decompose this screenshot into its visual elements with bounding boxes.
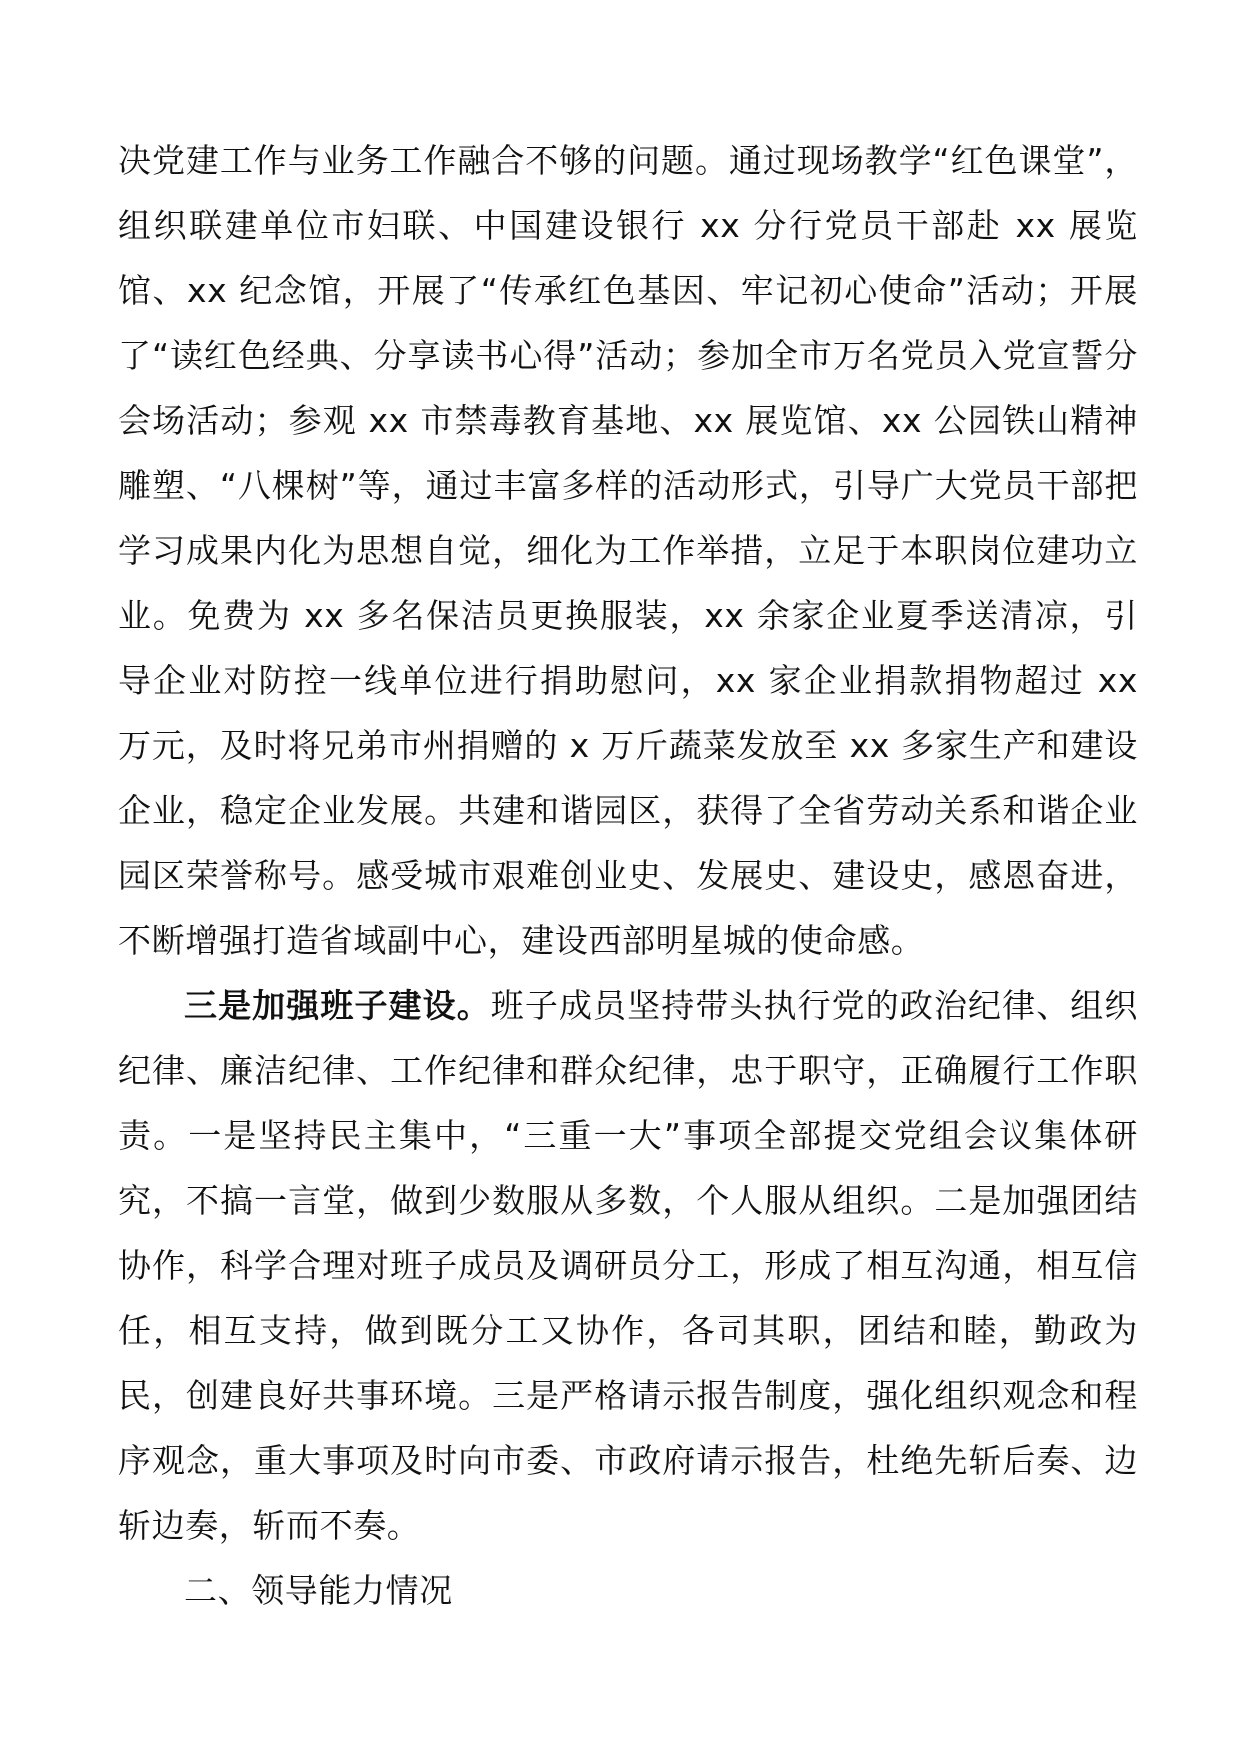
document-body — [118, 128, 1138, 1623]
paragraph-party-activities: 决党建工作与业务工作融合不够的问题。通过现场教学“红色课堂”，组织联建单位市妇联、中国建设银行 xx 分行党员干部赴 xx 展览馆、xx 纪念馆，开展了“传承红色基因、牢记初心使命”活动；开展了“读红色经典、分享读书心得”活动；参加全市万名党员入党宣誓分会场活动；参观 xx 市禁毒教育基地、xx 展览馆、xx 公园铁山精神雕塑、“八棵树”等，通过丰富多样的活动形式，引导广大党员干部把学习成果内化为思想自觉，细化为工作举措，立足于本职岗位建功立业。免费为 xx 多名保洁员更换服装，xx 余家企业夏季送清凉，引导企业对防控一线单位进行捐助慰问，xx 家企业捐款捐物超过 xx 万元，及时将兄弟市州捐赠的 x 万斤蔬菜发放至 xx 多家生产和建设企业，稳定企业发展。共建和谐园区，获得了全省劳动关系和谐企业园区荣誉称号。感受城市艰难创业史、发展史、建设史，感恩奋进，不断增强打造省域副中心，建设西部明星城的使命感。 — [118, 141, 1138, 960]
paragraph-body-text: 班子成员坚持带头执行党的政治纪律、组织纪律、廉洁纪律、工作纪律和群众纪律，忠于职守，正确履行工作职责。一是坚持民主集中，“三重一大”事项全部提交党组会议集体研究，不搞一言堂，做到少数服从多数，个人服从组织。二是加强团结协作，科学合理对班子成员及调研员分工，形成了相互沟通，相互信任，相互支持，做到既分工又协作，各司其职，团结和睦，勤政为民，创建良好共事环境。三是严格请示报告制度，强化组织观念和程序观念，重大事项及时向市委、市政府请示报告，杜绝先斩后奏、边斩边奏，斩而不奏。 — [118, 986, 1138, 1545]
paragraph-team-building — [118, 973, 1138, 1558]
paragraph-lead-bold: 三是加强班子建设。 — [184, 986, 491, 1025]
section-heading-leadership: 二、领导能力情况 — [184, 1571, 453, 1610]
